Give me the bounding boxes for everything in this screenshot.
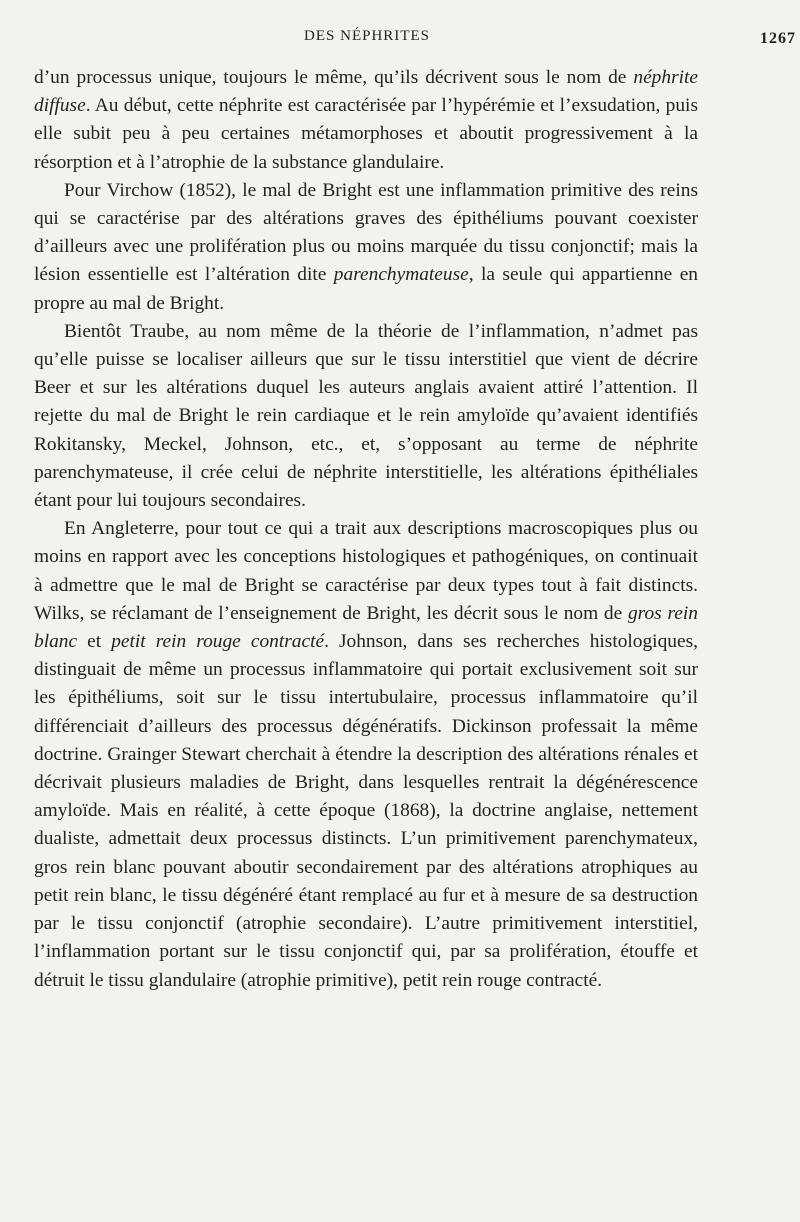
italic-term: gros rein blanc xyxy=(34,602,698,653)
text-run: Pour Virchow (1852), le mal de Bright est une inflammation primitive des reins qui se caractérise par des altérations graves des épithéliums pouvant coexister d’ailleurs avec une prolifération plus ou moins marquée du tissu conjonctif; mais la lésion essentielle est l’altération dite xyxy=(34,179,698,286)
running-head xyxy=(34,28,796,58)
paragraph xyxy=(34,177,698,318)
text-run: . Au début, cette néphrite est caractérisée par l’hypérémie et l’exsudation, puis elle subit peu à peu certaines métamorphoses et aboutit progressivement à la résorption et à l’atrophie de la substance glandulaire. xyxy=(34,95,698,173)
italic-term: parenchymateuse xyxy=(333,264,469,286)
paragraph xyxy=(34,318,698,515)
paragraph xyxy=(34,64,698,177)
text-run: d’un processus unique, toujours le même, qu’ils décrivent sous le nom de xyxy=(34,67,634,88)
text-run: Bientôt Traube, au nom même de la théorie de l’inflammation, n’admet pas qu’elle puisse se localiser ailleurs que sur le tissu interstitiel que vient de décrire Beer et sur les altérations duquel les auteurs anglais avaient attiré l’attention. Il rejette du mal de Bright le rein cardiaque et le rein amyloïde qu’avaient identifiés Rokitansky, Meckel, Johnson, etc., et, s’opposant au terme de néphrite parenchymateuse, il crée celui de néphrite interstitielle, les altérations épithéliales étant pour lui toujours secondaires. xyxy=(34,320,698,512)
paragraph xyxy=(34,515,698,994)
text-run: , la seule qui appartienne en propre au mal de Bright. xyxy=(34,264,698,314)
page-number: 1267 xyxy=(760,30,796,47)
running-title: DES NÉPHRITES xyxy=(304,28,430,44)
italic-term: petit rein rouge contracté xyxy=(111,631,325,653)
body-text xyxy=(34,64,698,995)
text-run: En Angleterre, pour tout ce qui a trait aux descriptions macroscopiques plus ou moins en rapport avec les conceptions histologiques et pathogéniques, on continuait à admettre que le mal de Bright se caractérise par deux types tout à fait distincts. Wilks, se réclamant de l’enseignement de Bright, les décrit sous le nom de xyxy=(34,518,698,624)
italic-term: néphrite diffuse xyxy=(34,67,698,117)
text-run: . Johnson, dans ses recherches histologiques, distinguait de même un processus inflammatoire qui portait exclusivement soit sur les épithéliums, soit sur le tissu intertubulaire, processus inflammatoire qu’il différenciait d’ailleurs des processus dégénératifs. Dickinson professait la même doctrine. Grainger Stewart cherchait à étendre la description des altérations rénales et décrivait plusieurs maladies de Bright, dans lesquelles rentrait la dégénérescence amyloïde. Mais en réalité, à cette époque (1868), la doctrine anglaise, nettement dualiste, admettait deux processus distincts. L’un primitivement parenchymateux, gros rein blanc pouvant aboutir secondairement par des altérations atrophiques au petit rein blanc, le tissu dégénéré étant remplacé au fur et à mesure de sa destruction par le tissu conjonctif (atrophie secondaire). L’autre primitivement interstitiel, l’inflammation portant sur le tissu conjonctif qui, par sa prolifération, étouffe et détruit le tissu glandulaire (atrophie primitive), petit rein rouge contracté. xyxy=(34,631,698,991)
text-run: et xyxy=(77,631,112,653)
